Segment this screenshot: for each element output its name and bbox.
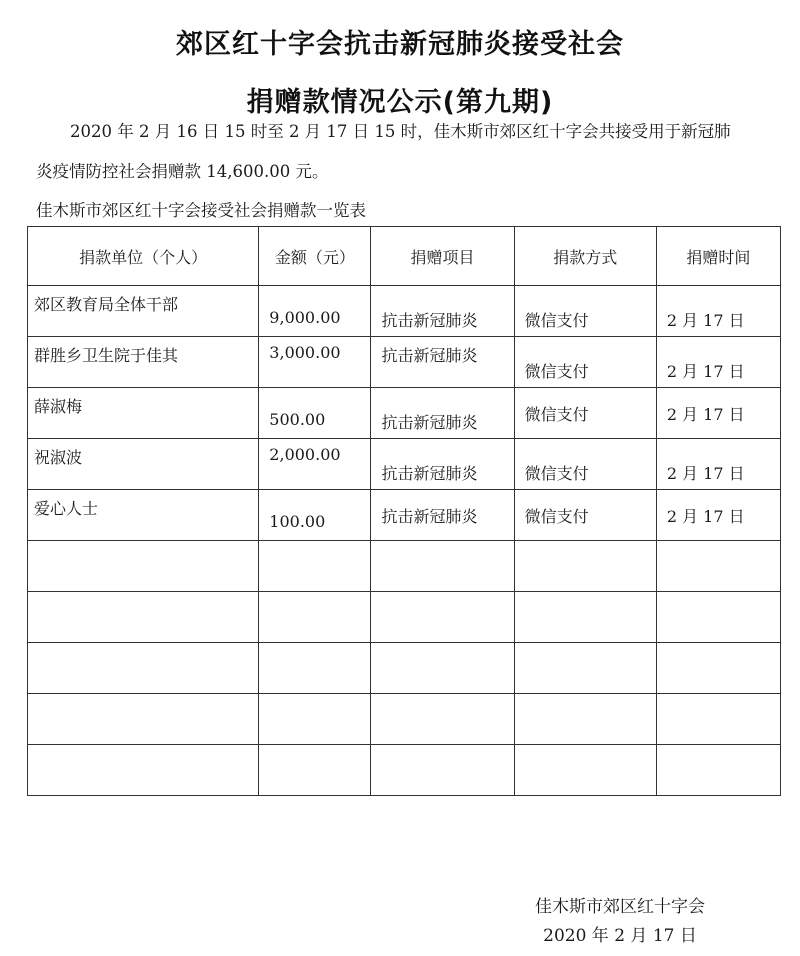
table-row	[28, 490, 781, 541]
amount-cell: 9,000.00	[269, 308, 341, 327]
table-row	[28, 439, 781, 490]
method-cell: 微信支付	[524, 507, 589, 526]
header-date: 捐赠时间	[656, 227, 780, 286]
table-caption: 佳木斯市郊区红十字会接受社会捐赠款一览表	[36, 201, 366, 220]
method-cell: 微信支付	[524, 405, 589, 424]
amount-cell: 500.00	[269, 410, 326, 429]
donor-cell: 薛淑梅	[34, 397, 83, 416]
date-cell: 2 月 17 日	[666, 362, 745, 381]
donor-cell: 郊区教育局全体干部	[34, 295, 179, 314]
header-project: 捐赠项目	[371, 227, 514, 286]
donor-cell: 群胜乡卫生院于佳其	[34, 346, 179, 365]
date-cell: 2 月 17 日	[666, 507, 745, 526]
empty-table-row	[28, 541, 781, 592]
table-row	[28, 337, 781, 388]
empty-table-row	[28, 592, 781, 643]
date-cell: 2 月 17 日	[666, 311, 745, 330]
donor-cell: 爱心人士	[34, 499, 99, 518]
project-cell: 抗击新冠肺炎	[381, 311, 478, 330]
method-cell: 微信支付	[524, 362, 589, 381]
header-method: 捐款方式	[514, 227, 656, 286]
header-donor: 捐款单位（个人）	[28, 227, 259, 286]
empty-table-row	[28, 694, 781, 745]
project-cell: 抗击新冠肺炎	[381, 346, 478, 365]
empty-table-row	[28, 643, 781, 694]
intro-line2: 炎疫情防控社会捐赠款 14,600.00 元。	[36, 162, 329, 181]
project-cell: 抗击新冠肺炎	[381, 413, 478, 432]
amount-cell: 100.00	[269, 512, 326, 531]
table-row	[28, 286, 781, 337]
amount-cell: 3,000.00	[269, 343, 341, 362]
donor-cell: 祝淑波	[34, 448, 83, 467]
header-amount: 金额（元）	[259, 227, 371, 286]
project-cell: 抗击新冠肺炎	[381, 507, 478, 526]
amount-cell: 2,000.00	[269, 445, 341, 464]
signature-date: 2020 年 2 月 17 日	[543, 926, 697, 946]
signature-org: 佳木斯市郊区红十字会	[535, 897, 705, 917]
intro-line1: 2020 年 2 月 16 日 15 时至 2 月 17 日 15 时，佳木斯市郊区红十字会共接受用于新冠肺	[70, 122, 731, 141]
date-cell: 2 月 17 日	[666, 405, 745, 424]
page-title-line2: 捐赠款情况公示(第九期)	[246, 87, 554, 118]
table-row	[28, 388, 781, 439]
donations-table	[27, 226, 781, 796]
table-header-row	[28, 227, 781, 286]
method-cell: 微信支付	[524, 464, 589, 483]
date-cell: 2 月 17 日	[666, 464, 745, 483]
project-cell: 抗击新冠肺炎	[381, 464, 478, 483]
method-cell: 微信支付	[524, 311, 589, 330]
empty-table-row	[28, 745, 781, 796]
page-title-line1: 郊区红十字会抗击新冠肺炎接受社会	[176, 29, 624, 60]
